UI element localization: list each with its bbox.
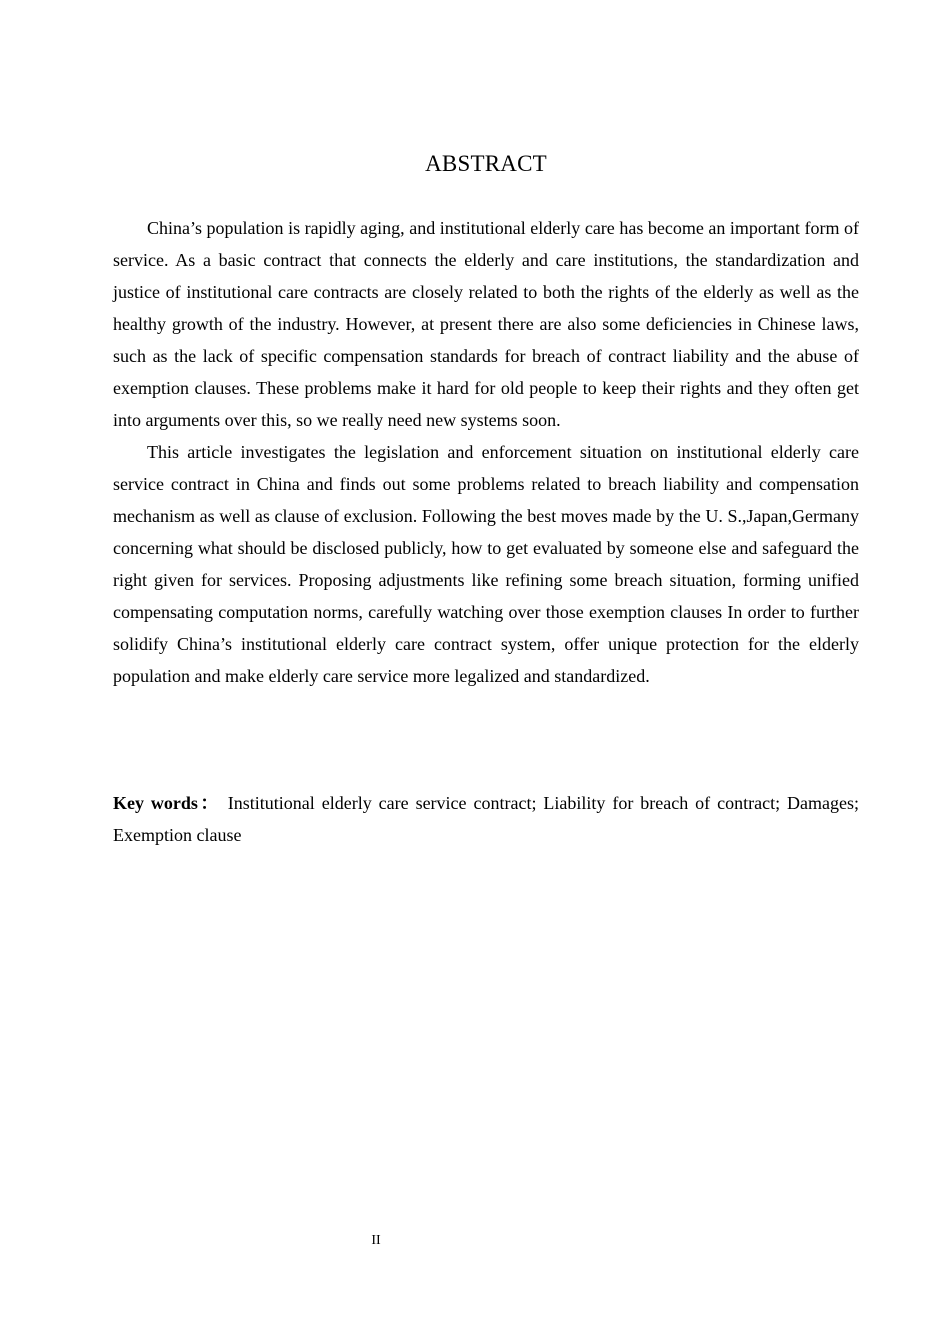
abstract-body <box>113 212 859 692</box>
abstract-paragraph-2: This article investigates the legislation and enforcement situation on institutional elderly care service contract in China and finds out some problems related to breach liability and compensation mechanism as well as clause of exclusion. Following the best moves made by the U. S.,Japan,Germany concerning what should be disclosed publicly, how to get evaluated by someone else and safeguard the right given for services. Proposing adjustments like refining some breach situation, forming unified compensating computation norms, carefully watching over those exemption clauses In order to further solidify China’s institutional elderly care contract system, offer unique protection for the elderly population and make elderly care service more legalized and standardized. <box>113 442 859 686</box>
keywords-text: Institutional elderly care service contract; Liability for breach of contract; Damages; Exemption clause <box>113 793 859 845</box>
abstract-title: ABSTRACT <box>425 151 547 176</box>
keywords-line <box>113 787 859 851</box>
keywords-label: Key words： <box>113 793 221 813</box>
abstract-paragraph-1: China’s population is rapidly aging, and institutional elderly care has become an important form of service. As a basic contract that connects the elderly and care institutions, the standardization and justice of institutional care contracts are closely related to both the rights of the elderly as well as the healthy growth of the industry. However, at present there are also some deficiencies in Chinese laws, such as the lack of specific compensation standards for breach of contract liability and the abuse of exemption clauses. These problems make it hard for old people to keep their rights and they often get into arguments over this, so we really need new systems soon. <box>113 218 859 430</box>
page-number: II <box>371 1233 381 1248</box>
